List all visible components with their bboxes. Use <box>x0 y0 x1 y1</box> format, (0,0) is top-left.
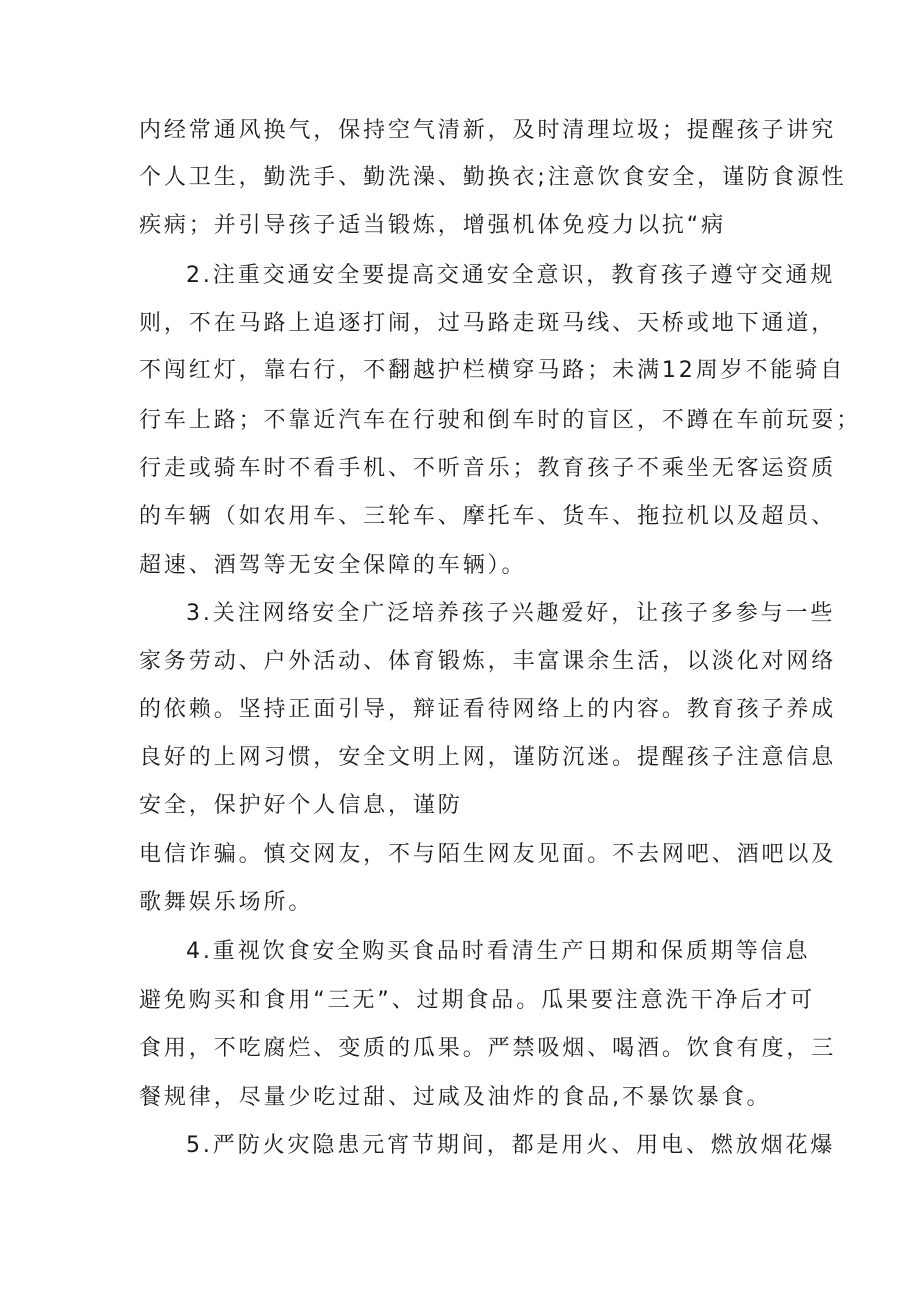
paragraph-5-line-1: 5.严防火灾隐患元宵节期间，都是用火、用电、燃放烟花爆 <box>186 1133 836 1158</box>
paragraph-1-line-3: 疾病；并引导孩子适当锻炼，增强机体免疫力以抗“病 <box>139 213 726 238</box>
paragraph-3-line-3: 的依赖。坚持正面引导，辩证看待网络上的内容。教育孩子养成 <box>139 697 837 722</box>
paragraph-3-line-6: 电信诈骗。慎交网友，不与陌生网友见面。不去网吧、酒吧以及 <box>139 842 837 867</box>
paragraph-4-line-4: 餐规律，尽量少吃过甜、过咸及油炸的食品,不暴饮暴食。 <box>139 1085 772 1110</box>
paragraph-3-line-7: 歌舞娱乐场所。 <box>139 890 314 915</box>
paragraph-4-line-2: 避免购买和食用“三无”、过期食品。瓜果要注意洗干净后才可 <box>139 988 815 1013</box>
paragraph-2-line-1: 2.注重交通安全要提高交通安全意识，教育孩子遵守交通规 <box>186 263 836 288</box>
paragraph-2-line-4: 行车上路；不靠近汽车在行驶和倒车时的盲区，不蹲在车前玩耍； <box>139 408 862 433</box>
paragraph-4-line-1: 4.重视饮食安全购买食品时看清生产日期和保质期等信息 <box>186 939 811 964</box>
paragraph-1-line-1: 内经常通风换气，保持空气清新，及时清理垃圾；提醒孩子讲究 <box>139 118 837 143</box>
paragraph-4-line-3: 食用，不吃腐烂、变质的瓜果。严禁吸烟、喝酒。饮食有度，三 <box>139 1036 837 1061</box>
paragraph-2-line-7: 超速、酒驾等无安全保障的车辆）。 <box>139 553 527 578</box>
paragraph-1-line-2: 个人卫生，勤洗手、勤洗澡、勤换衣;注意饮食安全，谨防食源性 <box>139 165 847 190</box>
paragraph-2-line-2: 则，不在马路上追逐打闹，过马路走斑马线、天桥或地下通道， <box>139 311 837 336</box>
paragraph-3-line-5: 安全，保护好个人信息，谨防 <box>139 793 463 818</box>
paragraph-2-line-6: 的车辆（如农用车、三轮车、摩托车、货车、拖拉机以及超员、 <box>139 504 837 529</box>
paragraph-3-line-1: 3.关注网络安全广泛培养孩子兴趣爱好，让孩子多参与一些 <box>186 601 836 626</box>
paragraph-3-line-4: 良好的上网习惯，安全文明上网，谨防沉迷。提醒孩子注意信息 <box>139 745 837 770</box>
paragraph-2-line-5: 行走或骑车时不看手机、不听音乐；教育孩子不乘坐无客运资质 <box>139 456 837 481</box>
paragraph-2-line-3: 不闯红灯，靠右行，不翻越护栏横穿马路；未满12周岁不能骑自 <box>139 358 846 383</box>
paragraph-3-line-2: 家务劳动、户外活动、体育锻炼，丰富课余生活，以淡化对网络 <box>139 649 837 674</box>
